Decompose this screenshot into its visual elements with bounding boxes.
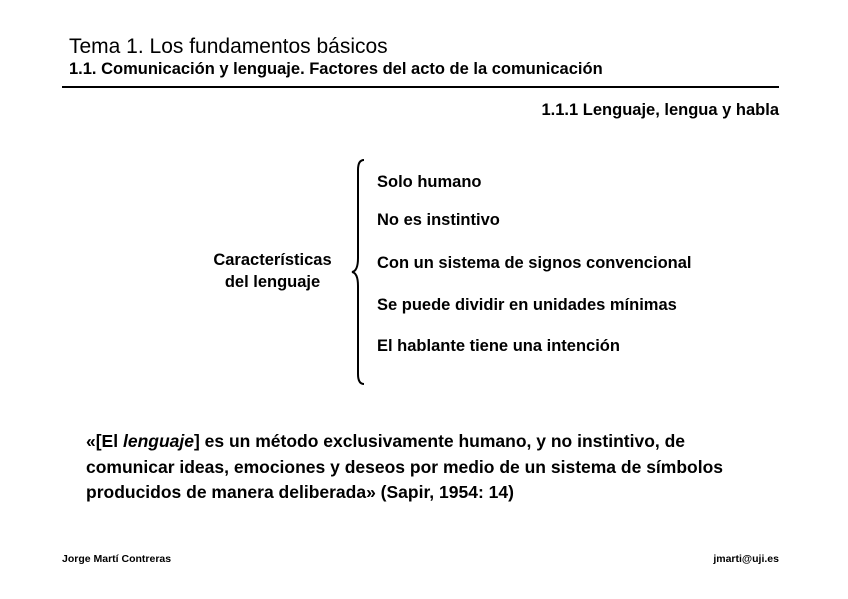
characteristic-item-2: No es instintivo (377, 211, 500, 229)
quote-emphasis: lenguaje (122, 431, 194, 451)
footer-author: Jorge Martí Contreras (62, 553, 172, 565)
sapir-quote (86, 429, 776, 506)
characteristic-item-1: Solo humano (377, 173, 482, 191)
characteristic-item-3: Con un sistema de signos convencional (377, 254, 692, 272)
characteristic-item-4: Se puede dividir en unidades mínimas (377, 296, 677, 314)
footer-email: jmarti@uji.es (713, 553, 779, 565)
quote-open: «[El (86, 431, 123, 451)
quote-rest: ] es un método exclusivamente humano, y no instintivo, de comunicar ideas, emociones y deseos por medio de un sistema de símbolos producidos de manera deliberada» (Sapir, 1954: 14) (86, 431, 724, 502)
slide-title: Tema 1. Los fundamentos básicos (69, 35, 388, 58)
slide-subtitle: 1.1. Comunicación y lenguaje. Factores del acto de la comunicación (69, 60, 603, 78)
characteristics-label (190, 249, 355, 293)
header-divider (62, 86, 779, 88)
characteristics-label-line2: del lenguaje (224, 273, 321, 291)
section-title: 1.1.1 Lenguaje, lengua y habla (541, 101, 779, 119)
characteristic-item-5: El hablante tiene una intención (377, 337, 620, 355)
characteristics-label-line1: Características (213, 251, 332, 269)
curly-brace-icon (350, 158, 370, 386)
